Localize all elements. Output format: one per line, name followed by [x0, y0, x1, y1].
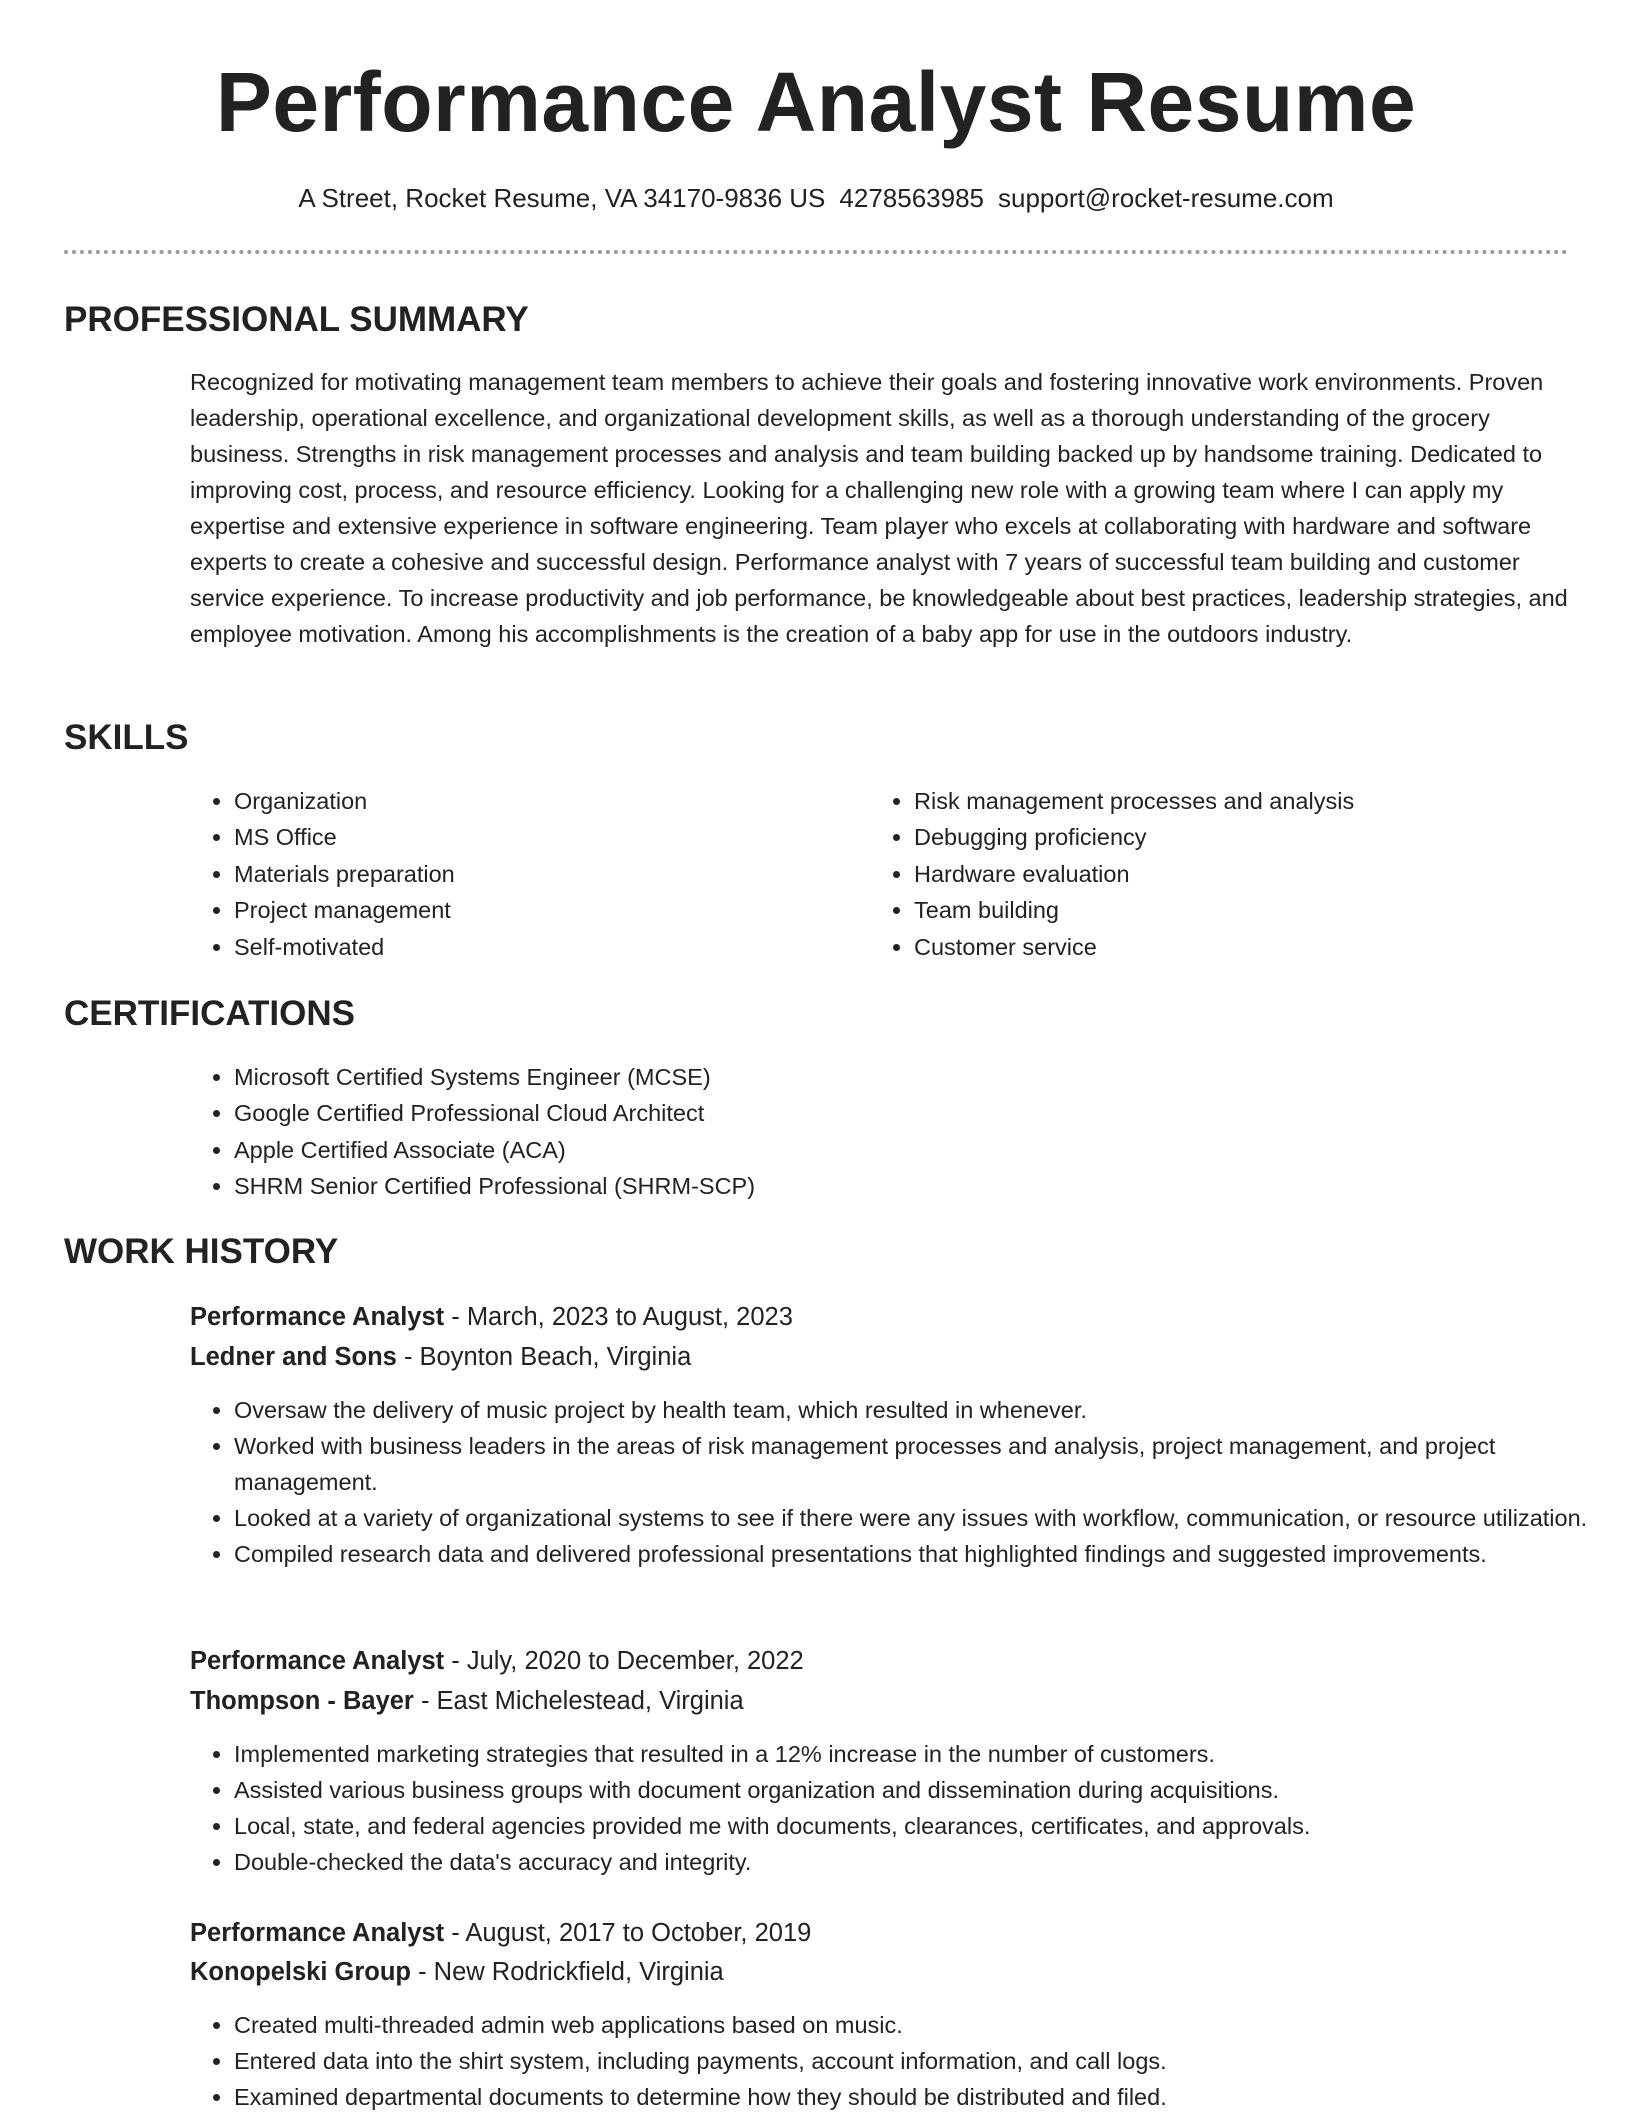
list-item: • Assisted various business groups with document organization and dissemination during acquisitions.: [234, 1772, 1614, 1808]
job-company-line: [190, 1953, 724, 1991]
job-location: - Boynton Beach, Virginia: [396, 1343, 692, 1371]
list-item: • Organization: [234, 783, 834, 819]
contact-address: A Street, Rocket Resume, VA 34170-9836 US: [298, 183, 826, 213]
job-company: Ledner and Sons: [190, 1343, 397, 1371]
summary-text: Recognized for motivating management team members to achieve their goals and fostering innovative work environments. Proven leadership, operational excellence, and organizational development skills, as well as a thorough understanding of the grocery business. Strengths in risk management processes and analysis and team building backed up by handsome training. Dedicated to improving cost, process, and resource efficiency. Looking for a challenging new role with a growing team where I can apply my expertise and extensive experience in software engineering. Team player who excels at collaborating with hardware and software experts to create a cohesive and successful design. Performance analyst with 7 years of successful team building and customer service experience. To increase productivity and job performance, be knowledgeable about best practices, leadership strategies, and employee motivation. Among his accomplishments is the creation of a baby app for use in the outdoors industry.: [190, 369, 1568, 647]
job-title-line: [190, 1914, 811, 1952]
list-item: • SHRM Senior Certified Professional (SHRM-SCP): [234, 1168, 1614, 1204]
contact-email: support@rocket-resume.com: [998, 183, 1334, 213]
contact-phone: 4278563985: [839, 183, 985, 213]
list-item: • Self-motivated: [234, 929, 834, 965]
summary-heading: PROFESSIONAL SUMMARY: [64, 300, 529, 339]
job-title: Performance Analyst: [190, 1919, 445, 1947]
certifications-heading: CERTIFICATIONS: [64, 994, 356, 1033]
skills-heading: SKILLS: [64, 718, 189, 757]
list-item: • Customer service: [914, 929, 1614, 965]
list-item: • Microsoft Certified Systems Engineer (MCSE): [234, 1059, 1614, 1095]
list-item: • Project management: [234, 892, 834, 928]
list-item: • Compiled research data and delivered professional presentations that highlighted findings and suggested improvements.: [234, 1536, 1614, 1572]
work-history-heading: WORK HISTORY: [64, 1232, 339, 1271]
list-item: • Worked with business leaders in the areas of risk management processes and analysis, project management, and project management.: [234, 1428, 1614, 1500]
contact-line: [0, 180, 1632, 216]
job-title: Performance Analyst: [190, 1303, 445, 1331]
list-item: • Looked at a variety of organizational systems to see if there were any issues with workflow, communication, or resource utilization.: [234, 1500, 1614, 1536]
job-title-line: [190, 1642, 804, 1680]
job-bullets: [190, 1392, 1614, 1572]
job-dates: - March, 2023 to August, 2023: [444, 1303, 793, 1331]
job-location: - East Michelestead, Virginia: [413, 1687, 744, 1715]
list-item: • Created multi-threaded admin web applications based on music.: [234, 2007, 1614, 2043]
list-item: • Oversaw the delivery of music project by health team, which resulted in whenever.: [234, 1392, 1614, 1428]
job-dates: - July, 2020 to December, 2022: [444, 1647, 804, 1675]
list-item: • Hardware evaluation: [914, 856, 1614, 892]
list-item: • Double-checked the data's accuracy and integrity.: [234, 1844, 1614, 1880]
list-item: • MS Office: [234, 819, 834, 855]
list-item: • Entered data into the shirt system, including payments, account information, and call logs.: [234, 2043, 1614, 2079]
list-item: • Implemented marketing strategies that resulted in a 12% increase in the number of customers.: [234, 1736, 1614, 1772]
job-company-line: [190, 1682, 744, 1720]
list-item: • Team building: [914, 892, 1614, 928]
job-title: Performance Analyst: [190, 1647, 445, 1675]
list-item: • Debugging proficiency: [914, 819, 1614, 855]
job-company-line: [190, 1338, 691, 1376]
resume-title: Performance Analyst Resume: [215, 55, 1417, 149]
job-title-line: [190, 1298, 793, 1336]
header-divider: [64, 250, 1568, 254]
job-company: Thompson - Bayer: [190, 1687, 414, 1715]
job-bullets: [190, 2007, 1614, 2115]
job-location: - New Rodrickfield, Virginia: [411, 1958, 724, 1986]
job-bullets: [190, 1736, 1614, 1880]
list-item: • Materials preparation: [234, 856, 834, 892]
list-item: • Google Certified Professional Cloud Architect: [234, 1095, 1614, 1131]
skills-list-left: [190, 783, 834, 965]
job-company: Konopelski Group: [190, 1958, 412, 1986]
list-item: • Local, state, and federal agencies provided me with documents, clearances, certificates, and approvals.: [234, 1808, 1614, 1844]
skills-list-right: [870, 783, 1614, 965]
list-item: • Examined departmental documents to determine how they should be distributed and filed.: [234, 2079, 1614, 2115]
list-item: • Apple Certified Associate (ACA): [234, 1132, 1614, 1168]
certifications-list: [190, 1059, 1614, 1205]
list-item: • Risk management processes and analysis: [914, 783, 1614, 819]
job-dates: - August, 2017 to October, 2019: [444, 1919, 812, 1947]
